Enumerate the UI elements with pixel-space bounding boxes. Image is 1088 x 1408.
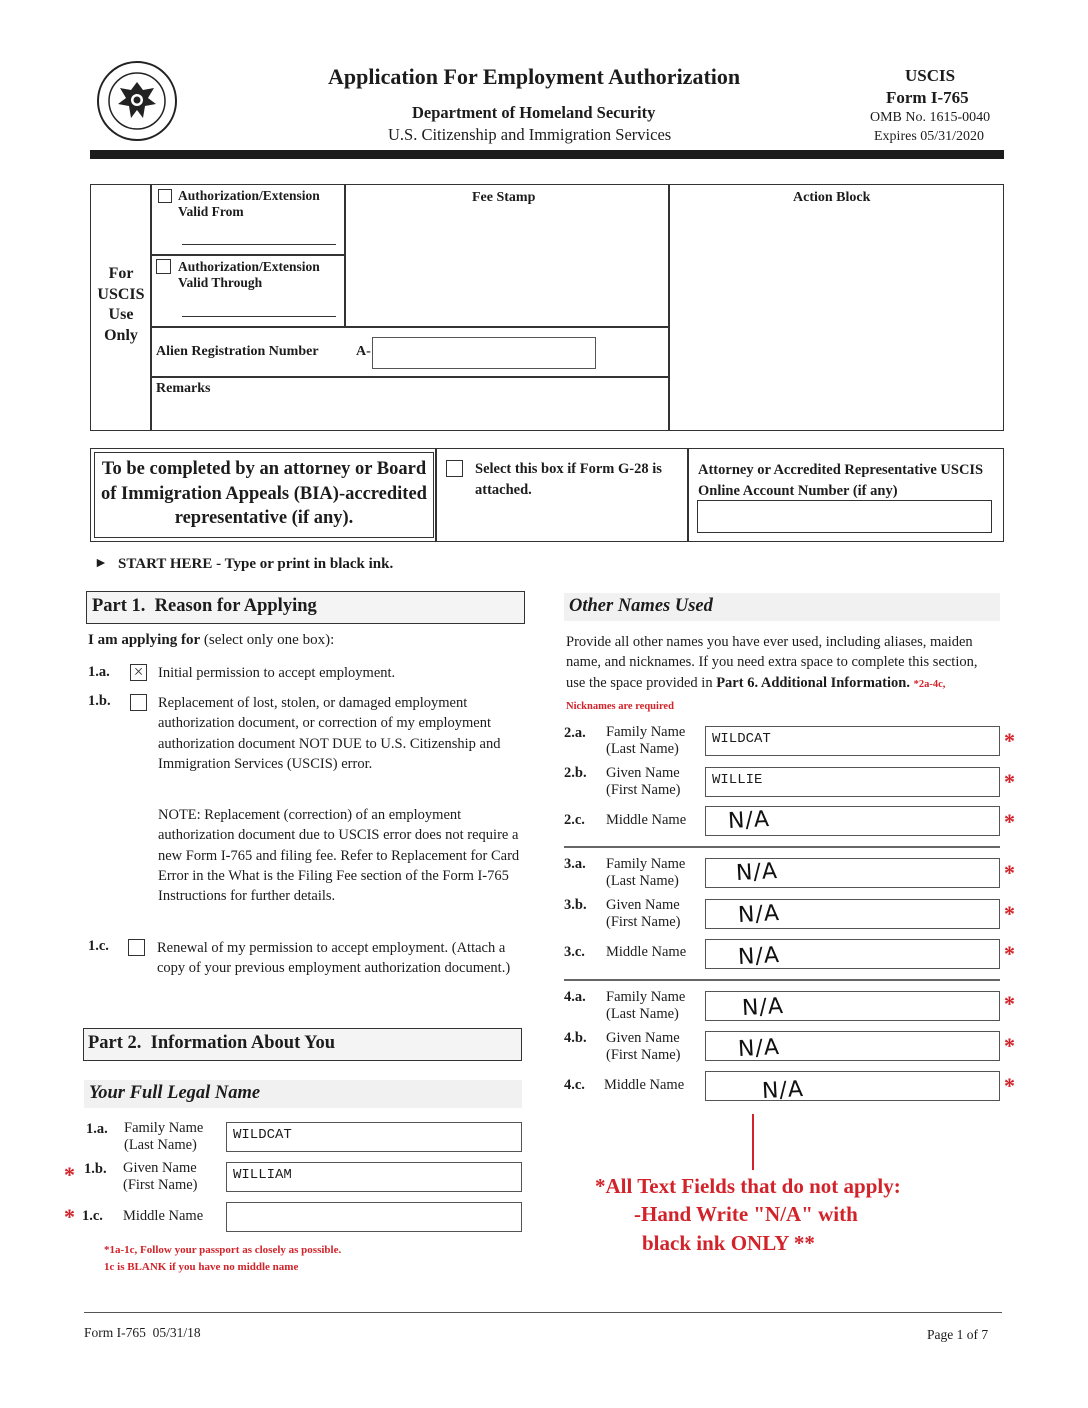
other-given-name-1-input[interactable]: WILLIE — [705, 767, 1000, 797]
other-middle-name-3-input[interactable] — [705, 1071, 1000, 1101]
auth-valid-through-checkbox[interactable] — [156, 259, 171, 274]
omb-number: OMB No. 1615-0040 — [870, 110, 991, 125]
annotation-line2: -Hand Write "N/A" with — [634, 1202, 858, 1226]
on-4c-asterisk: * — [1004, 1073, 1015, 1098]
on-3b-handwritten: N/A — [737, 900, 781, 929]
remarks-row-divider — [150, 376, 668, 378]
online-account-input[interactable] — [697, 500, 992, 533]
action-block-divider — [668, 184, 670, 431]
full-legal-name-heading: Your Full Legal Name — [89, 1083, 261, 1103]
attorney-instructions: To be completed by an attorney or Board of Immigration Appeals (BIA)-accredited representative (if any). — [101, 459, 427, 528]
auth-valid-from-label: Authorization/Extension Valid From — [178, 188, 320, 219]
item-1b-note: NOTE: Replacement (correction) of an employment authorization document due to USCIS error does not require a new Form I-765 and filing fee. Refer to Replacement for Card Error in the What is the Filing Fee section of the Form I-765 Instructions for further details. — [158, 807, 520, 905]
on-4a-label: Family Name (Last Name) — [606, 989, 686, 1022]
item-1c-number: 1.c. — [88, 938, 109, 954]
on-3c-asterisk: * — [1004, 941, 1015, 966]
part1-intro-rest: (select only one box): — [200, 632, 335, 648]
form-number: Form I-765 — [886, 88, 969, 107]
uscis-use-side-divider — [150, 184, 152, 431]
given-name-input[interactable]: WILLIAM — [226, 1162, 522, 1192]
p2-1c-asterisk: * — [64, 1204, 75, 1229]
attorney-divider-2 — [687, 448, 689, 542]
other-names-intro-text: Provide all other names you have ever used, including aliases, maiden name, and nicknames. If you need extra space to complete this section, use the space provided in — [566, 634, 978, 691]
auth-column-divider — [344, 184, 346, 326]
g28-checkbox[interactable] — [446, 460, 463, 477]
side-label-use: Use — [108, 306, 134, 323]
uscis-label: USCIS — [905, 66, 956, 85]
other-family-name-1-input[interactable]: WILDCAT — [705, 726, 1000, 756]
on-2b-number: 2.b. — [564, 765, 587, 781]
footer-page-number: Page 1 of 7 — [927, 1327, 989, 1342]
on-4b-number: 4.b. — [564, 1030, 587, 1046]
p2-1a-label: Family Name (Last Name) — [124, 1120, 204, 1153]
attorney-divider-1 — [435, 448, 437, 542]
p2-1b-number: 1.b. — [84, 1161, 107, 1177]
family-name-input[interactable]: WILDCAT — [226, 1122, 522, 1152]
alien-row-divider — [150, 326, 668, 328]
on-2a-label: Family Name (Last Name) — [606, 724, 686, 757]
on-2b-label: Given Name (First Name) — [606, 765, 681, 798]
agency-name: U.S. Citizenship and Immigration Services — [388, 125, 672, 144]
on-4c-number: 4.c. — [564, 1077, 585, 1093]
on-3c-number: 3.c. — [564, 944, 585, 960]
on-4c-handwritten: N/A — [761, 1076, 805, 1105]
side-label-only: Only — [104, 326, 138, 344]
auth-valid-through-line[interactable] — [182, 316, 336, 317]
part1-heading: Part 1. Reason for Applying — [92, 596, 317, 616]
footer-rule — [84, 1312, 1002, 1313]
on-3a-asterisk: * — [1004, 860, 1015, 885]
p2-1b-asterisk: * — [64, 1162, 75, 1187]
alien-reg-input[interactable] — [372, 337, 596, 369]
on-3a-number: 3.a. — [564, 856, 586, 872]
on-2c-number: 2.c. — [564, 812, 585, 828]
on-3c-handwritten: N/A — [737, 942, 781, 971]
on-3b-number: 3.b. — [564, 897, 587, 913]
on-4a-number: 4.a. — [564, 989, 586, 1005]
item-1a-checkbox[interactable]: × — [130, 664, 147, 681]
p2-1b-label: Given Name (First Name) — [123, 1160, 198, 1193]
auth-valid-from-line[interactable] — [182, 244, 336, 245]
annotation-line1: *All Text Fields that do not apply: — [595, 1174, 901, 1198]
on-3a-handwritten: N/A — [735, 858, 779, 887]
auth-valid-through-label: Authorization/Extension Valid Through — [178, 259, 320, 290]
other-names-intro-bold: Part 6. Additional Information. — [716, 674, 910, 691]
start-here-text: START HERE - Type or print in black ink. — [118, 556, 394, 572]
annotation-pointer-line — [752, 1114, 754, 1170]
on-3b-label: Given Name (First Name) — [606, 897, 681, 930]
form-title: Application For Employment Authorization — [328, 64, 741, 89]
alien-reg-label: Alien Registration Number — [156, 344, 319, 359]
on-3a-label: Family Name (Last Name) — [606, 856, 686, 889]
part1-intro-bold: I am applying for — [88, 632, 201, 648]
p2-note-line1: *1a-1c, Follow your passport as closely as possible. — [104, 1244, 342, 1256]
on-4b-asterisk: * — [1004, 1033, 1015, 1058]
g28-label: Select this box if Form G-28 is attached. — [475, 461, 662, 498]
on-4a-handwritten: N/A — [741, 993, 785, 1022]
dhs-seal — [96, 60, 178, 142]
item-1a-text: Initial permission to accept employment. — [158, 665, 396, 681]
p2-1a-number: 1.a. — [86, 1121, 108, 1137]
item-1b-text: Replacement of lost, stolen, or damaged employment authorization document, or correction of my employment authorization document NOT DUE to U.S. Citizenship and Immigration Services (USCIS) error. — [158, 695, 501, 772]
fee-stamp-label: Fee Stamp — [472, 190, 536, 205]
start-here-arrow: ► — [94, 556, 108, 571]
part2-heading: Part 2. Information About You — [88, 1033, 336, 1053]
on-2a-asterisk: * — [1004, 728, 1015, 753]
header-rule — [90, 150, 1004, 159]
annotation-line3: black ink ONLY ** — [642, 1231, 815, 1255]
other-names-heading: Other Names Used — [569, 596, 713, 616]
on-separator-2 — [564, 979, 1000, 981]
on-4b-label: Given Name (First Name) — [606, 1030, 681, 1063]
on-2c-label: Middle Name — [606, 812, 687, 828]
on-separator-1 — [564, 846, 1000, 848]
p2-1c-label: Middle Name — [123, 1208, 204, 1224]
item-1b-number: 1.b. — [88, 693, 111, 709]
alien-a-prefix: A- — [356, 344, 371, 359]
on-2c-handwritten: N/A — [727, 806, 771, 835]
on-3c-label: Middle Name — [606, 944, 687, 960]
action-block-label: Action Block — [793, 190, 871, 205]
part1-intro — [88, 632, 334, 649]
footer-form-id: Form I-765 05/31/18 — [84, 1325, 201, 1340]
item-1c-text: Renewal of my permission to accept employment. (Attach a copy of your previous employment authorization document.) — [157, 940, 511, 977]
uscis-use-box — [90, 184, 1004, 431]
on-2c-asterisk: * — [1004, 809, 1015, 834]
item-1c-checkbox[interactable] — [128, 939, 145, 956]
on-2a-number: 2.a. — [564, 725, 586, 741]
p2-1c-number: 1.c. — [82, 1208, 103, 1224]
auth-row-divider — [150, 254, 344, 256]
on-4c-label: Middle Name — [604, 1077, 685, 1093]
nicknames-required-note: *2a-4c, Nicknames are required — [566, 678, 946, 712]
side-label-for: For — [108, 265, 134, 282]
side-label-uscis: USCIS — [97, 285, 145, 303]
on-2b-asterisk: * — [1004, 769, 1015, 794]
online-account-label: Attorney or Accredited Representative USCIS Online Account Number (if any) — [698, 462, 984, 499]
on-4a-asterisk: * — [1004, 991, 1015, 1016]
p2-note-line2: 1c is BLANK if you have no middle name — [104, 1261, 299, 1273]
department-name: Department of Homeland Security — [412, 103, 656, 122]
uscis-use-side-label — [92, 264, 150, 346]
on-4b-handwritten: N/A — [737, 1034, 781, 1063]
item-1b-checkbox[interactable] — [130, 694, 147, 711]
on-3b-asterisk: * — [1004, 901, 1015, 926]
expiration-date: Expires 05/31/2020 — [874, 129, 985, 144]
auth-valid-from-checkbox[interactable] — [158, 189, 172, 203]
item-1a-number: 1.a. — [88, 664, 110, 680]
other-names-intro — [566, 632, 994, 717]
middle-name-input[interactable] — [226, 1202, 522, 1232]
remarks-label: Remarks — [156, 381, 211, 396]
